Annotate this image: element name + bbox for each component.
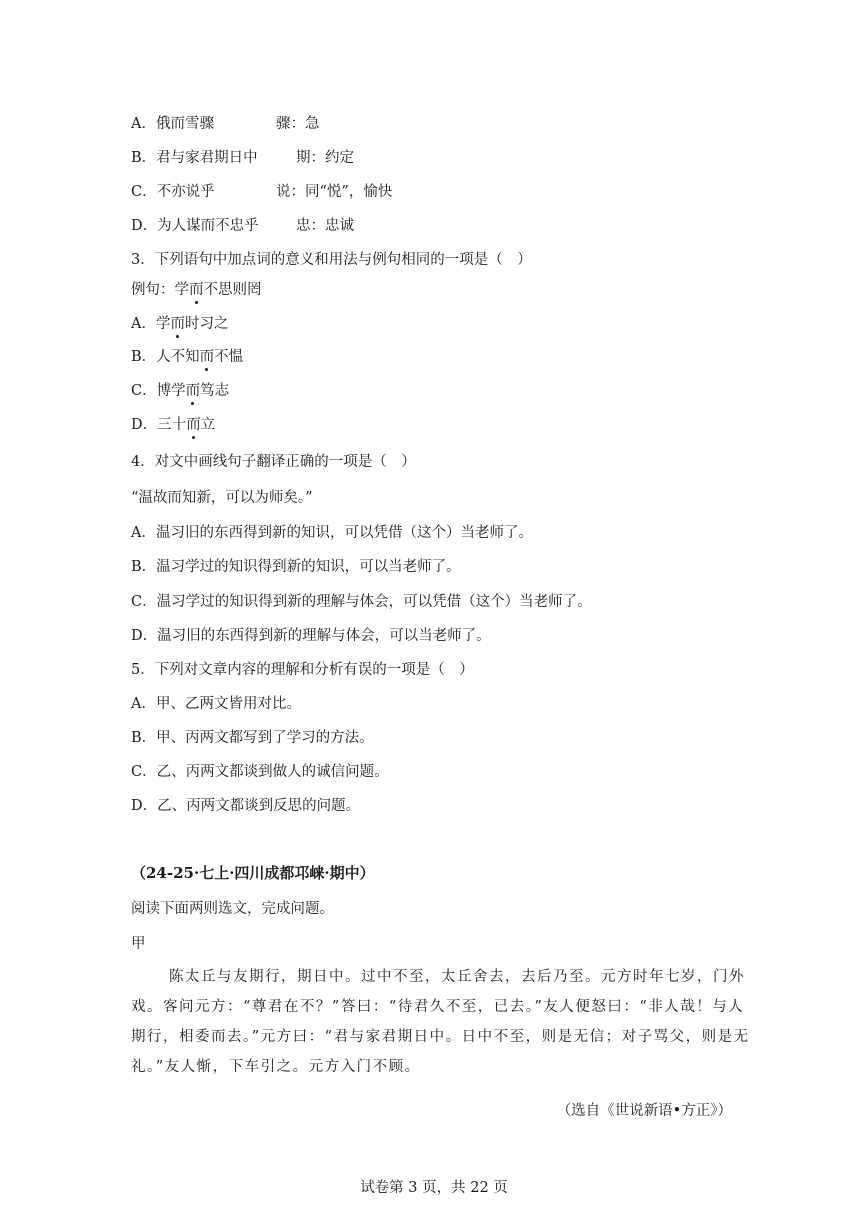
q5-option-c: C．乙、丙两文都谈到做人的诚信问题。: [131, 764, 389, 780]
q3-option-prefix: D．三十: [131, 417, 187, 433]
q5-option-d: D．乙、丙两文都谈到反思的问题。: [131, 798, 361, 814]
q3-option-prefix: B．人不知: [131, 349, 200, 365]
q2-option-c: C．不亦说乎: [131, 184, 215, 200]
q5-option-a: A．甲、乙两文皆用对比。: [131, 696, 301, 712]
q3-option-b: [131, 347, 243, 367]
q4-quote: “温故而知新，可以为师矣。”: [131, 490, 313, 506]
passage-source: （选自《世说新语•方正》）: [556, 1103, 732, 1119]
classical-passage: [131, 962, 756, 1082]
q2-option-c-gloss: 说：同“悦”，愉快: [276, 184, 393, 200]
q5-stem: 5．下列对文章内容的理解和分析有误的一项是（ ）: [131, 662, 474, 678]
part-label-jia: 甲: [131, 936, 146, 952]
q2-option-b: B．君与家君期日中: [131, 150, 258, 166]
emphasis-dot-word: 而: [186, 417, 201, 433]
section-source-title: （24-25·七上·四川成都邛崃·期中）: [131, 864, 375, 882]
passage-text: 陈太丘与友期行，期日中。过中不至，太丘舍去，去后乃至。元方时年七岁，门外戏。客问元方：“尊君在不？”答曰：“待君久不至，已去。”友人便怒曰：“非人哉！与人期行，相委而去。”元方曰：“君与家君期日中。日中不至，则是无信；对子骂父，则是无礼。”友人惭，下车引之。元方入门不顾。: [131, 969, 750, 1075]
q3-option-suffix: 不愠: [214, 349, 244, 365]
q3-example: [131, 280, 262, 300]
q3-option-a: [131, 314, 228, 334]
q3-option-d: [131, 415, 215, 435]
q2-option-a: A．俄而雪骤: [131, 116, 214, 132]
q3-option-prefix: A．学: [131, 316, 171, 332]
q2-option-b-gloss: 期：约定: [296, 150, 354, 166]
q3-option-suffix: 笃志: [200, 383, 230, 399]
q4-option-c: C．温习学过的知识得到新的理解与体会，可以凭借（这个）当老师了。: [131, 594, 592, 610]
q3-stem: 3．下列语句中加点词的意义和用法与例句相同的一项是（ ）: [131, 252, 532, 268]
q2-option-d: D．为人谋而不忠乎: [131, 218, 259, 234]
q3-example-prefix: 例句：学: [131, 282, 189, 298]
q4-stem: 4．对文中画线句子翻译正确的一项是（ ）: [131, 454, 416, 470]
q3-option-suffix: 立: [200, 417, 216, 433]
emphasis-dot-word: 而: [170, 316, 185, 332]
emphasis-dot-word: 而: [189, 282, 204, 298]
q2-option-d-gloss: 忠：忠诚: [296, 218, 354, 234]
emphasis-dot-word: 而: [185, 383, 201, 399]
q4-option-b: B．温习学过的知识得到新的知识，可以当老师了。: [131, 559, 461, 575]
q3-option-suffix: 时习之: [184, 316, 229, 332]
page-footer: 试卷第 3 页，共 22 页: [360, 1180, 508, 1196]
section-instruction: 阅读下面两则选文，完成问题。: [131, 901, 334, 917]
q3-option-prefix: C．博学: [131, 383, 186, 399]
q3-option-c: [131, 381, 229, 401]
q3-example-suffix: 不思则罔: [203, 282, 262, 298]
q4-option-d: D．温习旧的东西得到新的理解与体会，可以当老师了。: [131, 628, 491, 644]
q2-option-a-gloss: 骤：急: [276, 116, 320, 132]
q5-option-b: B．甲、丙两文都写到了学习的方法。: [131, 730, 374, 746]
emphasis-dot-word: 而: [199, 349, 215, 365]
q4-option-a: A．温习旧的东西得到新的知识，可以凭借（这个）当老师了。: [131, 525, 533, 541]
